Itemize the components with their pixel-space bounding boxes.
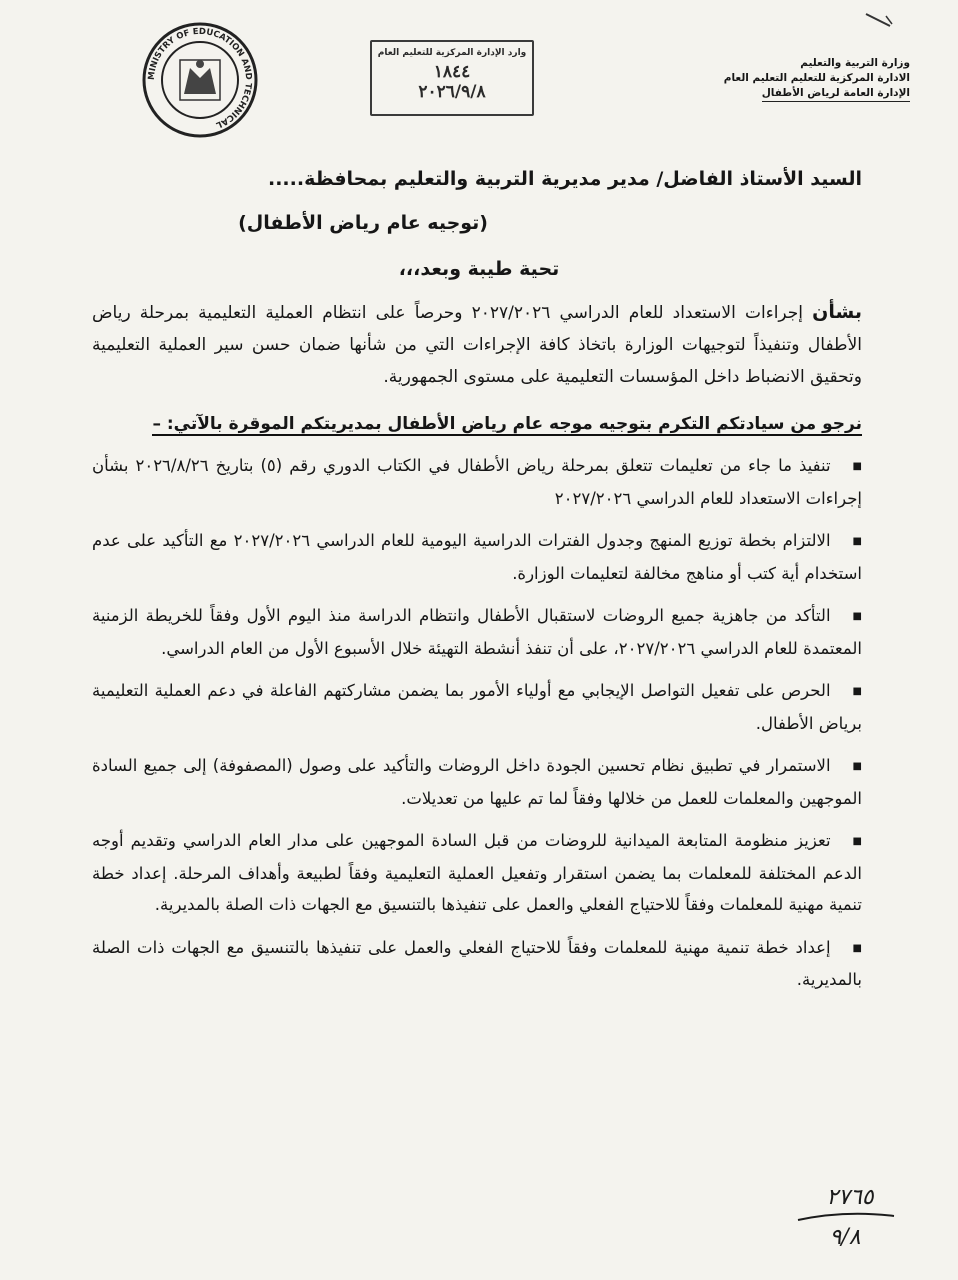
ministry-line-1: وزارة التربية والتعليم	[800, 57, 910, 69]
list-item	[92, 750, 862, 814]
ministry-header	[610, 56, 910, 102]
instruction-list	[92, 450, 862, 1007]
signature-number: ٢٧٦٥	[826, 1185, 874, 1210]
intro-body: إجراءات الاستعداد للعام الدراسي ٢٠٢٧/٢٠٢٦ وحرصاً على انتظام العملية التعليمية بمرحلة رياض الأطفال وتنفيذاً لتوجيهات الوزارة باتخاذ كافة الإجراءات التي من شأنها ضمان حسن سير العملية التعليمية وتحقيق الانضباط داخل المؤسسات التعليمية على مستوى الجمهورية.	[92, 303, 862, 387]
item-text: إعداد خطة تنمية مهنية للمعلمات وفقاً للاحتياج الفعلي والعمل على تنفيذها بالتنسيق مع الجهات ذات الصلة بالمديرية.	[92, 937, 862, 989]
bullet-square-icon: ■	[852, 536, 862, 547]
stamp-number: ١٨٤٤	[433, 62, 471, 82]
ministry-line-2: الادارة المركزية للتعليم التعليم العام	[723, 72, 910, 84]
salutation: تحية طيبة وبعد،،،	[398, 258, 560, 280]
intro-paragraph	[92, 296, 862, 393]
handwritten-signature	[790, 1176, 900, 1256]
corner-scribble-icon	[864, 10, 894, 30]
ministry-line-3: الإدارة العامة لرياض الأطفال	[762, 86, 910, 102]
stamp-title: وارد الإدارة المركزية للتعليم العام	[377, 48, 527, 58]
logo-ring-text: MINISTRY OF EDUCATION AND TECHNICAL	[146, 26, 254, 130]
signature-date: ٩/٨	[829, 1225, 861, 1250]
list-item	[92, 600, 862, 664]
item-text: تنفيذ ما جاء من تعليمات تتعلق بمرحلة رياض الأطفال في الكتاب الدوري رقم (٥) بتاريخ ٢٠٢٦/٨/٢٦ بشأن إجراءات الاستعداد للعام الدراسي ٢٠٢٧/٢٠٢٦	[92, 456, 862, 508]
item-text: الالتزام بخطة توزيع المنهج وجدول الفترات الدراسية اليومية للعام الدراسي ٢٠٢٧/٢٠٢٦ مع التأكيد على عدم استخدام أية كتب أو مناهج مخالفة لتعليمات الوزارة.	[92, 531, 862, 583]
list-item	[92, 675, 862, 739]
bullet-square-icon: ■	[852, 761, 862, 772]
addressee-line: السيد الأستاذ الفاضل/ مدير مديرية التربية والتعليم بمحافظة.....	[267, 168, 862, 190]
subject-line: (توجيه عام رياض الأطفال)	[238, 212, 488, 234]
incoming-stamp	[370, 40, 534, 116]
item-text: تعزيز منظومة المتابعة الميدانية للروضات من قبل السادة الموجهين على مدار العام الدراسي وتقديم أوجه الدعم المختلفة للمعلمات بما يضمن استقرار وتفعيل العملية التعليمية وفقاً لطبيعة وأهداف المرحلة. إعداد خطة تنمية مهنية للمعلمات وفقاً للاحتياج الفعلي والعمل على تنفيذها بالتنسيق مع الجهات ذات الصلة بالمديرية.	[92, 831, 862, 914]
bullet-square-icon: ■	[852, 942, 862, 954]
bullet-square-icon: ■	[852, 461, 862, 472]
list-item	[92, 932, 862, 996]
item-text: الحرص على تفعيل التواصل الإيجابي مع أولياء الأمور بما يضمن مشاركتهم الفاعلة في دعم العملية التعليمية برياض الأطفال.	[92, 681, 862, 733]
list-item	[92, 825, 862, 921]
bullet-square-icon: ■	[852, 686, 862, 697]
bullet-square-icon: ■	[852, 611, 862, 622]
item-text: التأكد من جاهزية جميع الروضات لاستقبال الأطفال وانتظام الدراسة منذ اليوم الأول وفقاً للخريطة الزمنية المعتمدة للعام الدراسي ٢٠٢٧/٢٠٢٦، على أن تنفذ أنشطة التهيئة خلال الأسبوع الأول من العام الدراسي.	[92, 606, 862, 658]
request-text: نرجو من سيادتكم التكرم بتوجيه موجه عام رياض الأطفال بمديريتكم الموقرة بالآتي: –	[152, 414, 862, 434]
bullet-square-icon: ■	[852, 836, 862, 847]
list-item	[92, 525, 862, 589]
item-text: الاستمرار في تطبيق نظام تحسين الجودة داخل الروضات والتأكيد على وصول (المصفوفة) إلى جميع السادة الموجهين والمعلمات للعمل من خلالها وفقاً لما تم عليها من تعديلات.	[92, 756, 862, 808]
stamp-date: ٢٠٢٦/٩/٨	[418, 82, 486, 102]
ministry-logo-icon	[140, 20, 260, 140]
list-item	[92, 450, 862, 514]
intro-lead: بشأن	[812, 301, 862, 323]
request-heading	[92, 410, 862, 438]
